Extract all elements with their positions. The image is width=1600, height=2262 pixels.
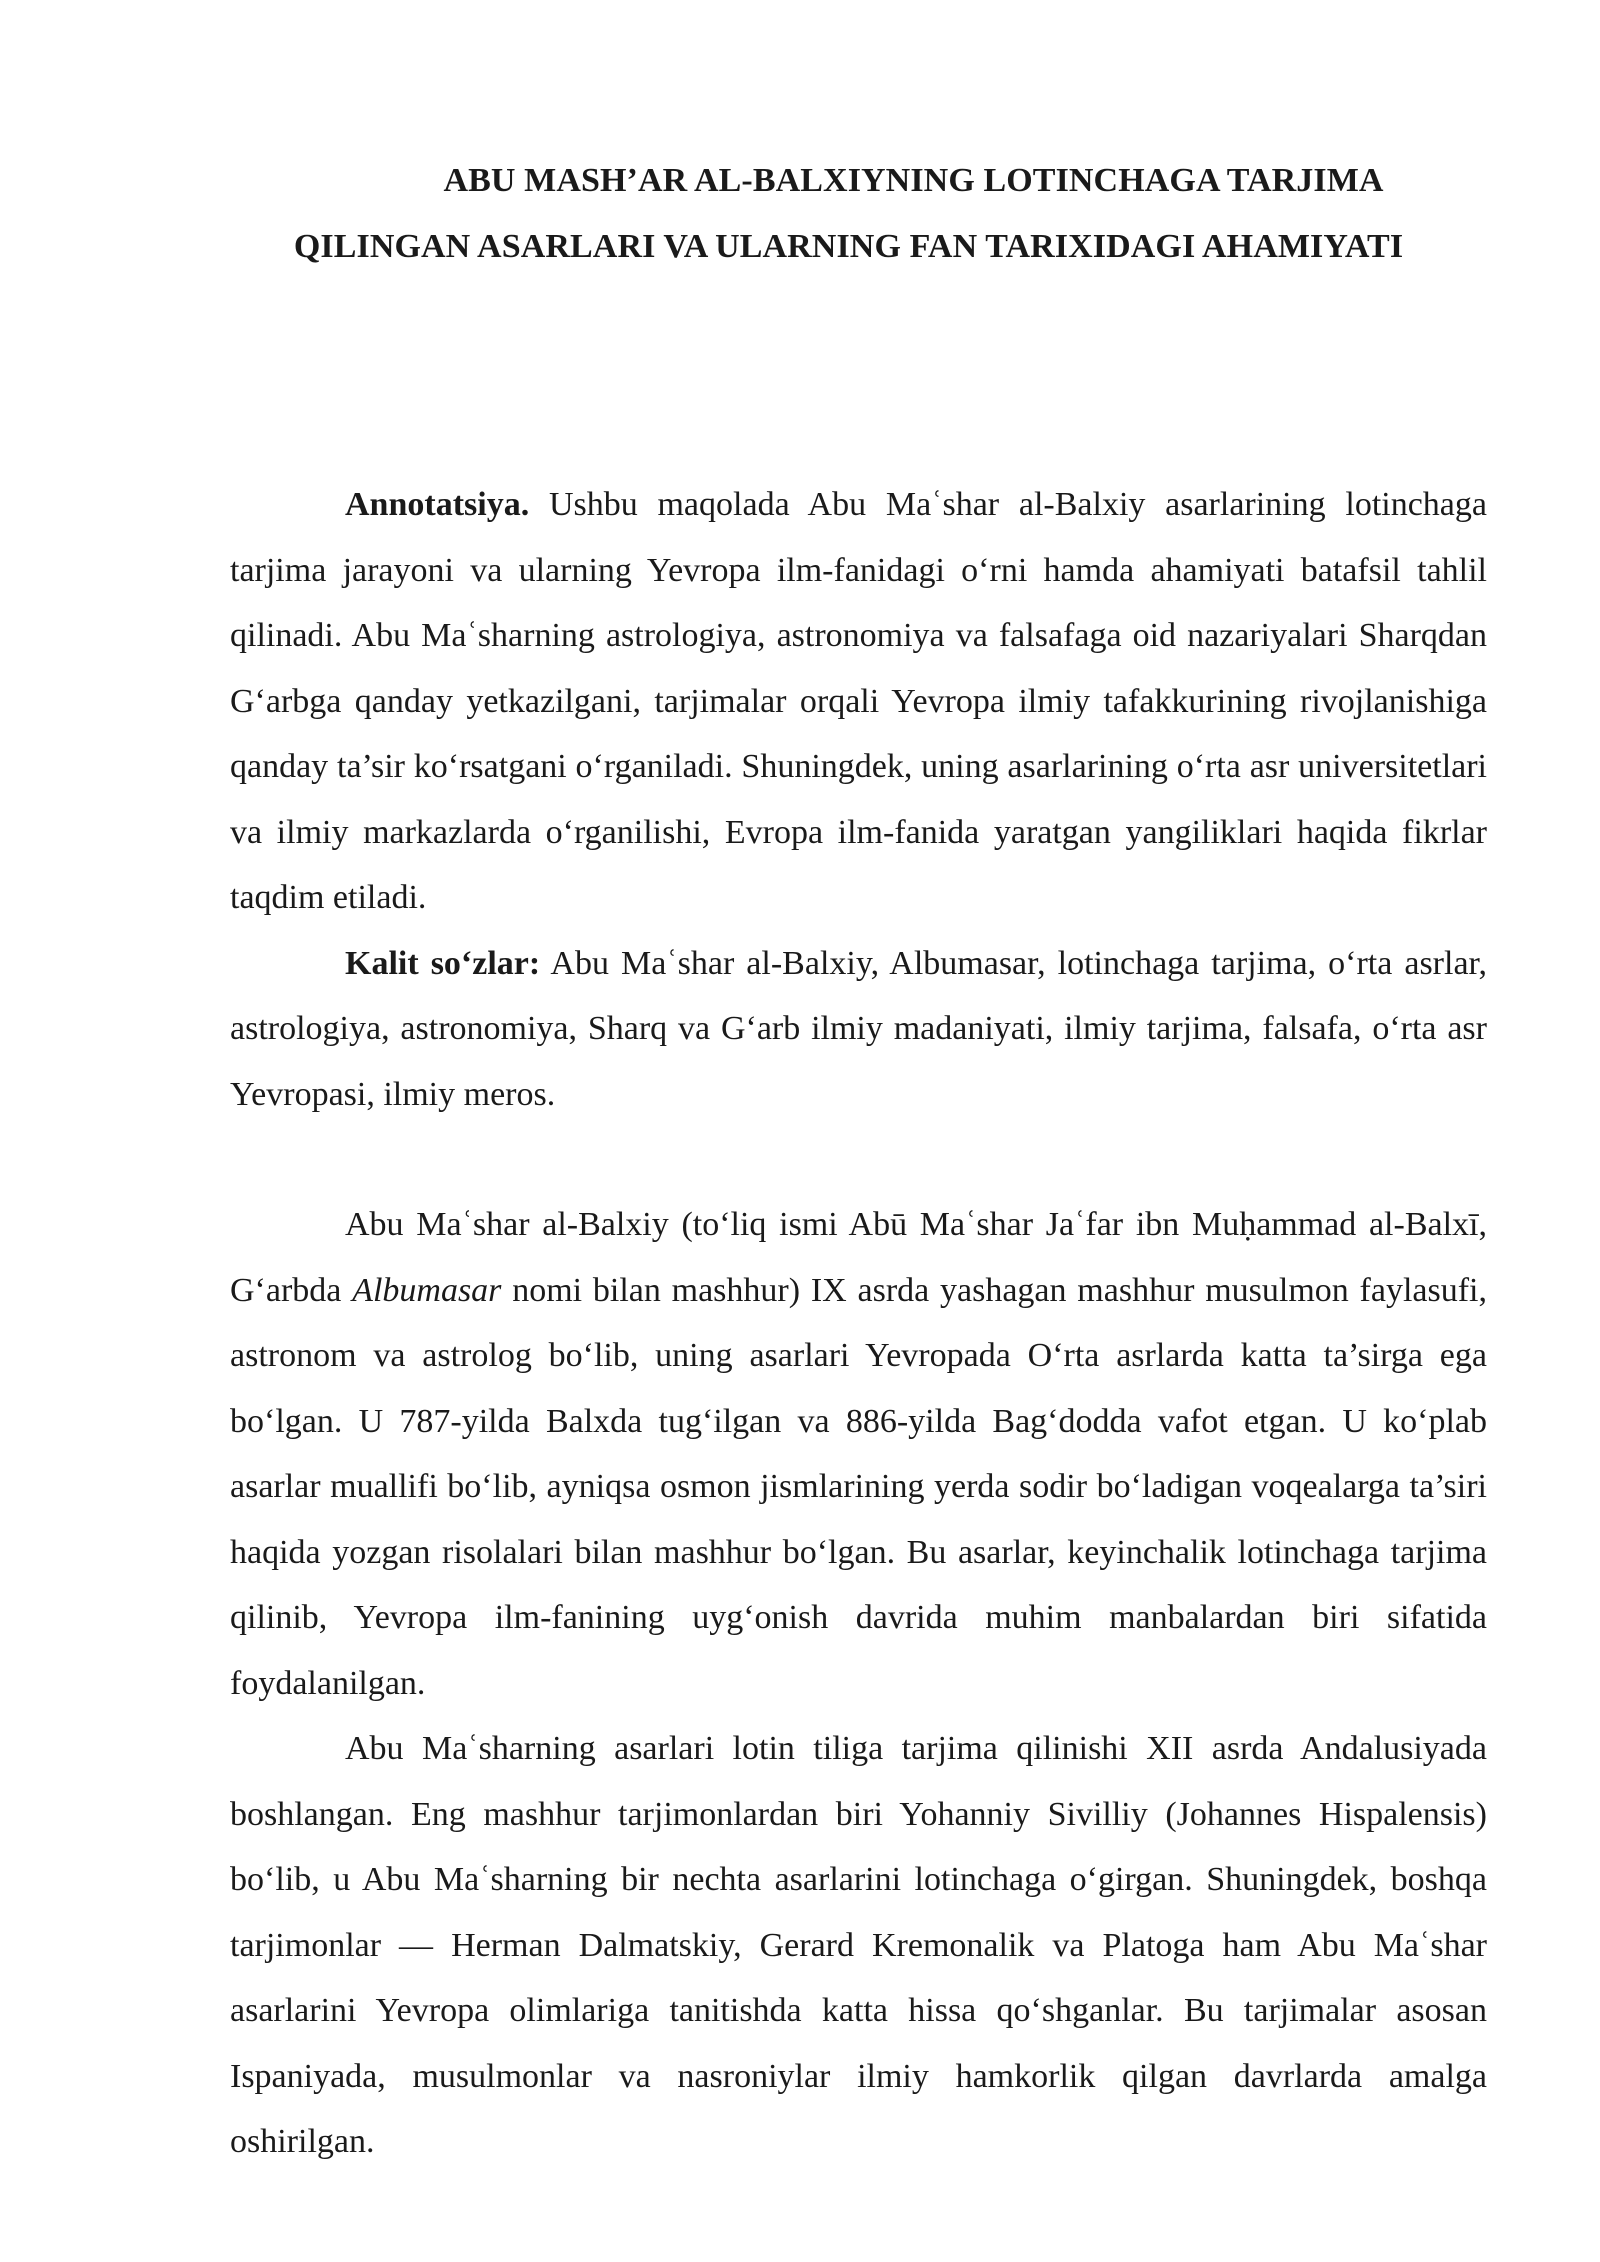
article-title [230, 148, 1487, 280]
body-paragraph-1 [230, 1192, 1487, 1716]
document-page [230, 148, 1487, 2175]
annotation-text: Ushbu maqolada Abu Maʿshar al-Balxiy asarlarining lotinchaga tarjima jarayoni va ularning Yevropa ilm-fanidagi oʻrni hamda ahamiyati batafsil tahlil qilinadi. Abu Maʿsharning astrologiya, astronomiya va falsafaga oid nazariyalari Sharqdan Gʻarbga qanday yetkazilgani, tarjimalar orqali Yevropa ilmiy tafakkurining rivojlanishiga qanday ta’sir koʻrsatgani oʻrganiladi. Shuningdek, uning asarlarining oʻrta asr universitetlari va ilmiy markazlarda oʻrganilishi, Evropa ilm-fanida yaratgan yangiliklari haqida fikrlar taqdim etiladi. [230, 486, 1487, 916]
body-paragraph-2: Abu Maʿsharning asarlari lotin tiliga tarjima qilinishi XII asrda Andalusiyada boshlangan. Eng mashhur tarjimonlardan biri Yohanniy Sivilliy (Johannes Hispalensis) boʻlib, u Abu Maʿsharning bir nechta asarlarini lotinchaga oʻgirgan. Shuningdek, boshqa tarjimonlar — Herman Dalmatskiy, Gerard Kremonalik va Platoga ham Abu Maʿshar asarlarini Yevropa olimlariga tanitishda katta hissa qoʻshganlar. Bu tarjimalar asosan Ispaniyada, musulmonlar va nasroniylar ilmiy hamkorlik qilgan davrlarda amalga oshirilgan. [230, 1730, 1487, 2160]
albumasar-italic: Albumasar [352, 1271, 502, 1309]
title-line-2: QILINGAN ASARLARI VA ULARNING FAN TARIXIDAGI AHAMIYATI [293, 228, 1404, 265]
body-paragraph-1-start: Abu Maʿshar al-Balxiy (toʻliq ismi Abū Maʿshar Jaʿfar ibn Muḥammad al-Balxī, Gʻarbda [230, 1206, 1487, 1309]
annotation-label: Annotatsiya. [345, 486, 530, 523]
keywords-paragraph [230, 931, 1487, 1128]
annotation-paragraph [230, 472, 1487, 931]
keywords-label: Kalit soʻzlar: [345, 944, 541, 982]
title-line-1: ABU MASH’AR AL-BALXIYNING LOTINCHAGA TARJIMA [443, 162, 1384, 199]
keywords-text: Abu Maʿshar al-Balxiy, Albumasar, lotinchaga tarjima, oʻrta asrlar, astrologiya, astronomiya, Sharq va Gʻarb ilmiy madaniyati, ilmiy tarjima, falsafa, oʻrta asr Yevropasi, ilmiy meros. [230, 944, 1488, 1113]
body-paragraph-1-end: nomi bilan mashhur) IX asrda yashagan mashhur musulmon faylasufi, astronom va astrolog boʻlib, uning asarlari Yevropada Oʻrta asrlarda katta ta’sirga ega boʻlgan. U 787-yilda Balxda tugʻilgan va 886-yilda Bagʻdodda vafot etgan. U koʻplab asarlar muallifi boʻlib, ayniqsa osmon jismlarining yerda sodir boʻladigan voqealarga ta’siri haqida yozgan risolalari bilan mashhur boʻlgan. Bu asarlar, keyinchalik lotinchaga tarjima qilinib, Yevropa ilm-fanining uygʻonish davrida muhim manbalardan biri sifatida foydalanilgan. [230, 1271, 1487, 1702]
